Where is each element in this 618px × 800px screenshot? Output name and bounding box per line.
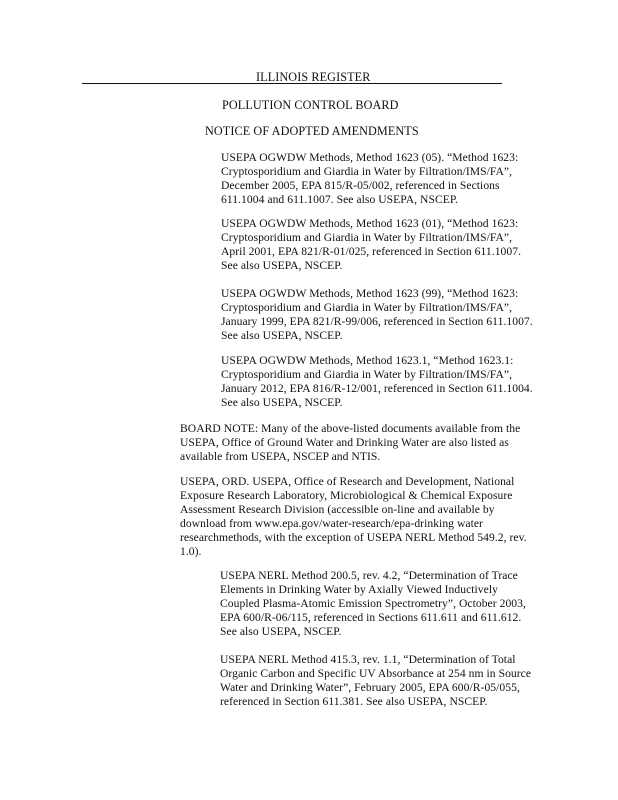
nerl-entry-415-3: USEPA NERL Method 415.3, rev. 1.1, “Determination of Total Organic Carbon and Specific UV Absorbance at 254 nm in Source Water and Drinking Water”, February 2005, EPA 600/R-05/055, referenced in Section 611.381. See also USEPA, NSCEP. xyxy=(220,653,532,709)
method-entry-1623-1: USEPA OGWDW Methods, Method 1623.1, “Method 1623.1: Cryptosporidium and Giardia in Water by Filtration/IMS/FA”, January 2012, EPA 816/R-12/001, referenced in Section 611.1004. See also USEPA, NSCEP. xyxy=(221,354,533,410)
method-entry-1623-05: USEPA OGWDW Methods, Method 1623 (05). “Method 1623: Cryptosporidium and Giardia in Water by Filtration/IMS/FA”, December 2005, EPA 815/R-05/002, referenced in Sections 611.1004 and 611.1007. See also USEPA, NSCEP. xyxy=(221,151,519,207)
notice-title: NOTICE OF ADOPTED AMENDMENTS xyxy=(205,124,419,138)
method-entry-1623-01: USEPA OGWDW Methods, Method 1623 (01), “Method 1623: Cryptosporidium and Giardia in Water by Filtration/IMS/FA”, April 2001, EPA 821/R-01/025, referenced in Section 611.1007. See also USEPA, NSCEP. xyxy=(221,217,522,273)
register-title: ILLINOIS REGISTER xyxy=(256,70,371,84)
agency-title: POLLUTION CONTROL BOARD xyxy=(222,98,399,112)
nerl-entry-200-5: USEPA NERL Method 200.5, rev. 4.2, “Determination of Trace Elements in Drinking Water by Axially Viewed Inductively Coupled Plasma-Atomic Emission Spectrometry”, October 2003, EPA 600/R-06/115, referenced in Sections 611.611 and 611.612. See also USEPA, NSCEP. xyxy=(220,569,526,639)
ord-entry: USEPA, ORD. USEPA, Office of Research and Development, National Exposure Research Laboratory, Microbiological & Chemical Exposure Assessment Research Division (accessible on-line and available by download from www.epa.gov/water-research/epa-drinking water researchmethods, with the exception of USEPA NERL Method 549.2, rev. 1.0). xyxy=(180,475,527,559)
method-entry-1623-99: USEPA OGWDW Methods, Method 1623 (99), “Method 1623: Cryptosporidium and Giardia in Water by Filtration/IMS/FA”, January 1999, EPA 821/R-99/006, referenced in Section 611.1007. See also USEPA, NSCEP. xyxy=(221,287,533,343)
board-note: BOARD NOTE: Many of the above-listed documents available from the USEPA, Office of Ground Water and Drinking Water are also listed as available from USEPA, NSCEP and NTIS. xyxy=(180,422,521,464)
